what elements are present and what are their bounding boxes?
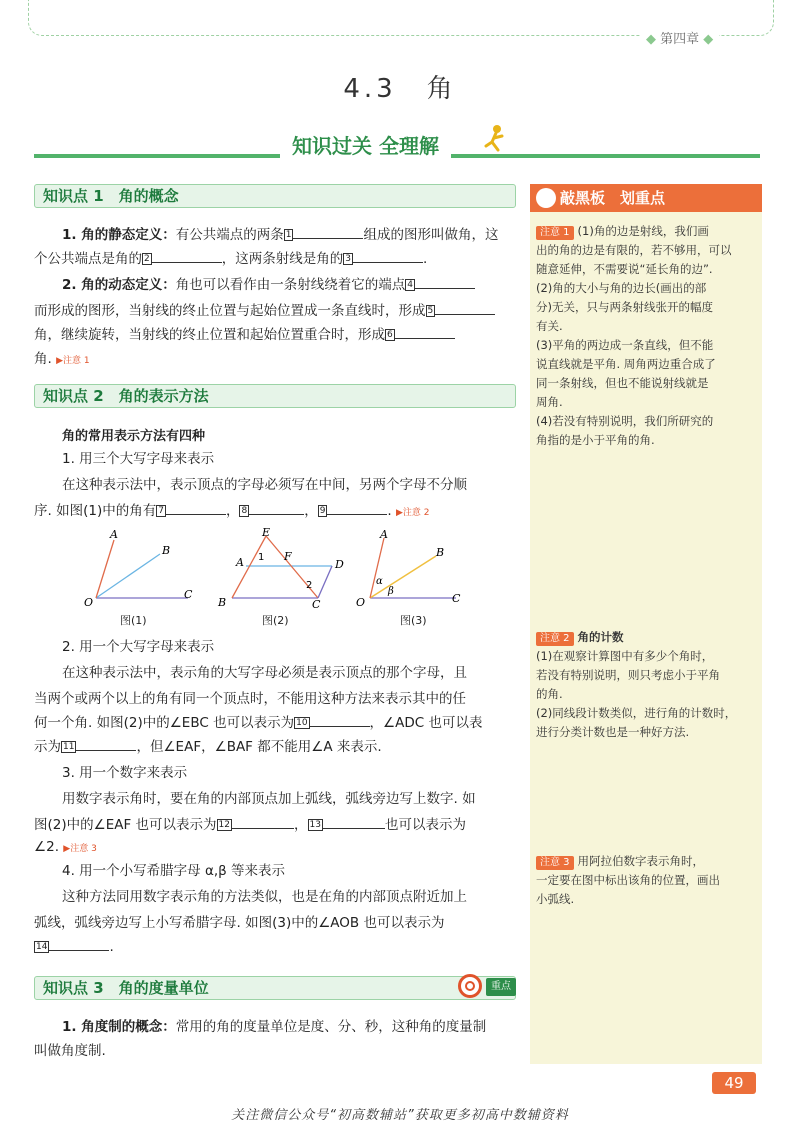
page-title: 4.3 角 — [343, 74, 457, 104]
blank-1[interactable] — [293, 223, 363, 239]
kp1-p2: 2. 角的动态定义：角也可以看作由一条射线绕着它的端点 4 — [62, 272, 517, 298]
blank-2[interactable] — [152, 247, 222, 263]
kp2-m1-title: 1. 用三个大写字母来表示 — [62, 451, 215, 467]
note-1-tag: 注意 1 — [536, 226, 574, 240]
kp2-m1-text-b: 序. 如图(1)中的角有 7 ， 8 ， 9 . ▶注意 2 — [34, 498, 518, 526]
kp2-heading: 知识点 2 角的表示方法 — [34, 384, 516, 408]
svg-text:A: A — [236, 556, 244, 569]
note-2-ref[interactable]: ▶注意 2 — [396, 508, 430, 518]
kp2-m4-title: 4. 用一个小写希腊字母 α,β 等来表示 — [62, 863, 286, 879]
figure-1 — [80, 526, 200, 608]
kp2-m2-b: 当两个或两个以上的角有同一个顶点时，不能用这种方法来表示其中的任 — [34, 691, 466, 707]
svg-text:F: F — [284, 550, 292, 563]
blank-9[interactable] — [327, 499, 387, 515]
kp2-m3-title: 3. 用一个数字来表示 — [62, 765, 188, 781]
kp1-p2-end: 角. ▶注意 1 — [34, 351, 90, 367]
svg-text:O: O — [356, 596, 366, 608]
blank-7[interactable] — [166, 499, 226, 515]
figure-2 — [214, 526, 354, 608]
figure-3 — [352, 526, 472, 608]
blank-14[interactable] — [49, 935, 109, 951]
figure-2-caption: 图(2) — [262, 614, 289, 627]
footer-text: 关注微信公众号“初高数辅站”获取更多初高中数辅资料 — [231, 1108, 569, 1123]
kp2-m1-text-a: 在这种表示法中，表示顶点的字母必须写在中间，另两个字母不分顺 — [62, 477, 467, 493]
kp2-m2-c: 何一个角. 如图(2)中的∠EBC 也可以表示为 10 ，∠ADC 也可以表 — [34, 710, 518, 736]
note-3-ref[interactable]: ▶注意 3 — [63, 844, 97, 854]
svg-text:1: 1 — [258, 552, 265, 563]
section-banner: 知识过关 全理解 — [280, 130, 451, 159]
kp2-m2-title: 2. 用一个大写字母来表示 — [62, 639, 215, 655]
mascot-icon — [536, 188, 556, 208]
sidebar-note-3: 注意 3 用阿拉伯数字表示角时， 一定要在图中标出该角的位置，画出 小弧线. — [536, 854, 720, 906]
svg-text:B: B — [218, 596, 227, 608]
kp2-m4-c: 14 . — [34, 934, 114, 960]
kp2-m4-a: 这种方法同用数字表示角的方法类似，也是在角的内部顶点附近加上 — [62, 889, 467, 905]
kp2-m2-a: 在这种表示法中，表示角的大写字母必须是表示顶点的那个字母，且 — [62, 665, 467, 681]
figure-1-caption: 图(1) — [120, 614, 147, 627]
kp1-p2-cont2: 角，继续旋转，当射线的终止位置和起始位置重合时，形成 6 — [34, 322, 518, 348]
blank-10[interactable] — [310, 711, 370, 727]
running-figure-icon — [482, 124, 508, 154]
blank-4[interactable] — [415, 273, 475, 289]
svg-text:O: O — [84, 596, 94, 608]
blank-13[interactable] — [323, 813, 385, 829]
kp1-heading: 知识点 1 角的概念 — [34, 184, 516, 208]
note-3-tag: 注意 3 — [536, 856, 574, 870]
page-number: 49 — [712, 1072, 756, 1094]
kp2-m3-d: ∠2. ▶注意 3 — [34, 839, 97, 855]
key-point-badge: 重点 — [486, 978, 516, 996]
svg-text:C: C — [452, 592, 461, 605]
chapter-label: ◆ 第四章 ◆ — [640, 28, 719, 47]
kp2-m2-e: 示为 11 ，但∠EAF，∠BAF 都不能用∠A 来表示. — [34, 734, 518, 760]
figure-3-caption: 图(3) — [400, 614, 427, 627]
kp2-m4-b: 弧线，弧线旁边写上小写希腊字母. 如图(3)中的∠AOB 也可以表示为 — [34, 915, 445, 931]
kp2-intro: 角的常用表示方法有四种 — [62, 429, 206, 444]
kp2-m3-a: 用数字表示角时，要在角的内部顶点加上弧线，弧线旁边写上数字. 如 — [62, 791, 476, 807]
kp3-heading: 知识点 3 角的度量单位 — [34, 976, 516, 1000]
sidebar-header: 敲黑板 划重点 — [530, 184, 762, 212]
svg-text:B: B — [436, 546, 445, 559]
svg-text:A: A — [380, 528, 388, 541]
svg-text:A: A — [110, 528, 118, 541]
svg-text:E: E — [262, 526, 271, 539]
svg-text:B: B — [162, 544, 171, 557]
blank-5[interactable] — [435, 299, 495, 315]
target-icon — [458, 974, 482, 998]
svg-text:C: C — [184, 588, 193, 601]
svg-text:D: D — [335, 558, 344, 571]
sidebar-note-2: 注意 2 角的计数 (1)在观察计算图中有多少个角时， 若没有特别说明，则只考虑小于平角 的角. (2)同线段计数类似，进行角的计数时， 进行分类计数也是一种好方法. — [536, 630, 737, 739]
note-1-ref[interactable]: ▶注意 1 — [56, 356, 90, 366]
svg-text:C: C — [312, 598, 321, 608]
blank-6[interactable] — [395, 323, 455, 339]
svg-text:β: β — [388, 586, 394, 597]
note-2-tag: 注意 2 — [536, 632, 574, 646]
kp3-p1: 1. 角度制的概念：常用的角的度量单位是度、分、秒，这种角的度量制 — [62, 1019, 487, 1035]
kp1-p1-cont: 个公共端点是角的 2 ，这两条射线是角的 3 . — [34, 246, 518, 272]
blank-8[interactable] — [249, 499, 304, 515]
kp2-m3-b: 图(2)中的∠EAF 也可以表示为 12 ， 13 也可以表示为 — [34, 812, 518, 838]
kp3-p1-cont: 叫做角度制. — [34, 1043, 106, 1059]
blank-11[interactable] — [76, 735, 136, 751]
sidebar-note-1: 注意 1 (1)角的边是射线，我们画 出的角的边是有限的，若不够用，可以 随意延伸，不需要说“延长角的边”. (2)角的大小与角的边长(画出的部 分)无关，只与两条射线张开的幅度 有关. (3)平角的两边成一条直线，但不能 说直线就是平角. 周角两边重合成了 同一条射线，但也不能说射线就是 周角. (4)若没有特别说明，我们所研究的 角指的是小于平角的角. — [536, 224, 732, 447]
svg-text:2: 2 — [306, 580, 313, 591]
kp1-p1: 1. 角的静态定义：有公共端点的两条 1 组成的图形叫做角，这 — [62, 222, 517, 248]
svg-text:α: α — [376, 576, 383, 587]
blank-12[interactable] — [232, 813, 294, 829]
kp1-p2-cont: 而形成的图形，当射线的终止位置与起始位置成一条直线时，形成 5 — [34, 298, 518, 324]
blank-3[interactable] — [353, 247, 423, 263]
